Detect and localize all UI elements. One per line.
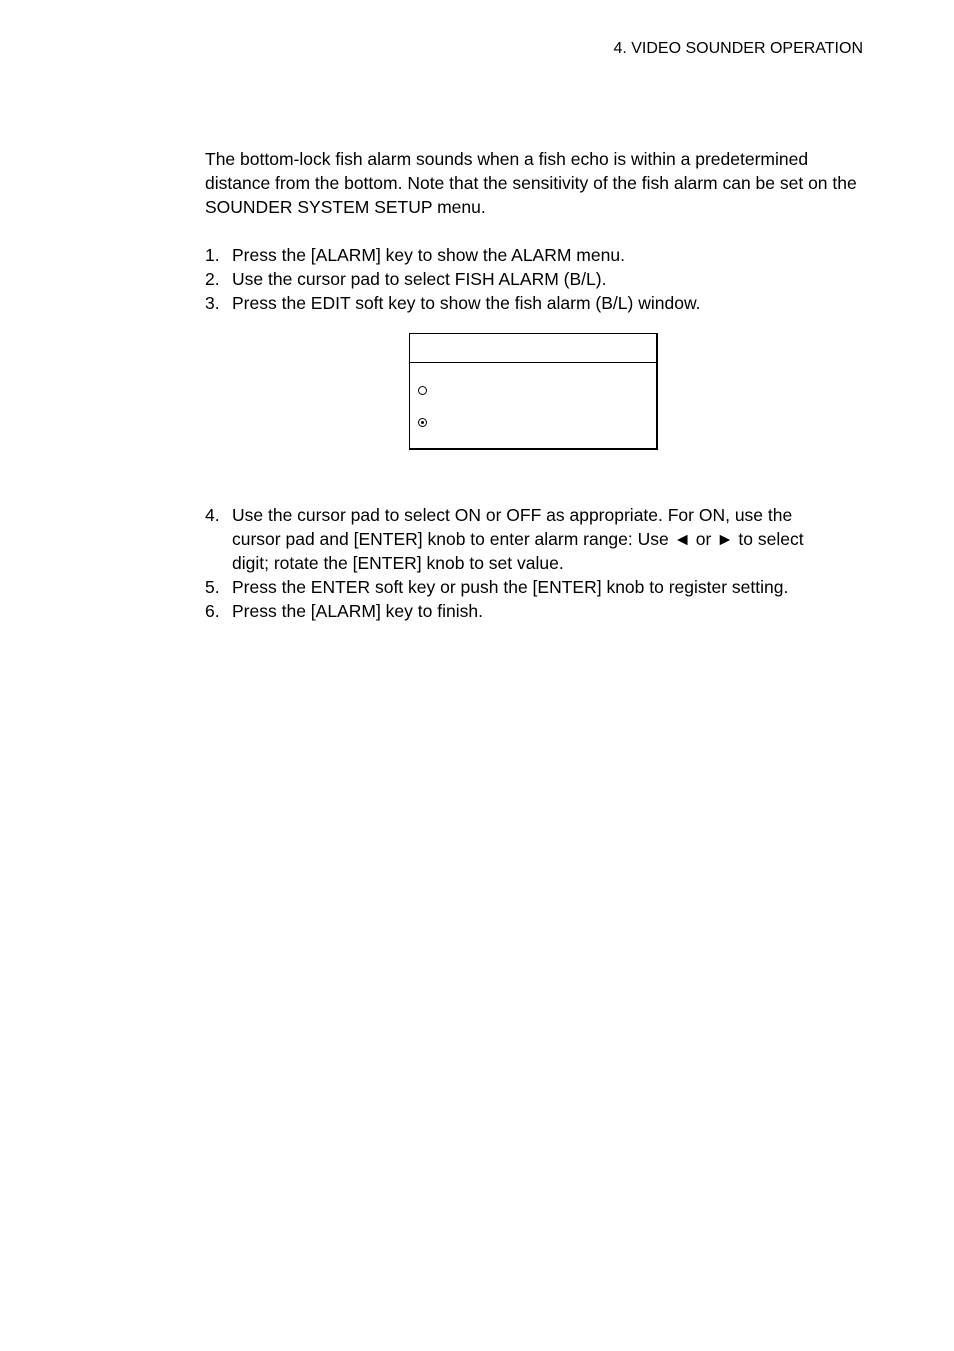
radio-unselected-icon: [418, 386, 427, 395]
step-item: [205, 291, 845, 315]
step-item: [205, 243, 845, 267]
step-number: 4.: [205, 505, 220, 525]
step-text: Use the cursor pad to select FISH ALARM (B/L).: [232, 269, 607, 289]
step-item: [205, 503, 845, 575]
step-number: 1.: [205, 245, 220, 265]
step-item: [205, 575, 845, 599]
procedure-steps-4-6: [205, 503, 845, 623]
step-number: 6.: [205, 601, 220, 621]
step-text: Use the cursor pad to select ON or OFF as appropriate. For ON, use the cursor pad and [ENTER] knob to enter alarm range: Use ◄ or ► to select digit; rotate the [ENTER] knob to set value.: [232, 505, 804, 573]
step-number: 5.: [205, 577, 220, 597]
step-text: Press the ENTER soft key or push the [ENTER] knob to register setting.: [232, 577, 789, 597]
step-text: Press the [ALARM] key to show the ALARM menu.: [232, 245, 625, 265]
intro-paragraph: The bottom-lock fish alarm sounds when a fish echo is within a predetermined distance from the bottom. Note that the sensitivity of the fish alarm can be set on the SOUNDER SYSTEM SETUP menu.: [205, 149, 857, 217]
fish-alarm-window-illustration: [409, 333, 658, 450]
procedure-steps-1-3: [205, 243, 845, 315]
window-title-bar: [410, 334, 656, 363]
step-text: Press the EDIT soft key to show the fish alarm (B/L) window.: [232, 293, 701, 313]
step-number: 2.: [205, 269, 220, 289]
page-header: 4. VIDEO SOUNDER OPERATION: [613, 40, 863, 57]
step-text: Press the [ALARM] key to finish.: [232, 601, 483, 621]
step-item: [205, 599, 845, 623]
radio-dot-icon: [421, 421, 424, 424]
step-number: 3.: [205, 293, 220, 313]
step-item: [205, 267, 845, 291]
radio-selected-icon: [418, 418, 427, 427]
